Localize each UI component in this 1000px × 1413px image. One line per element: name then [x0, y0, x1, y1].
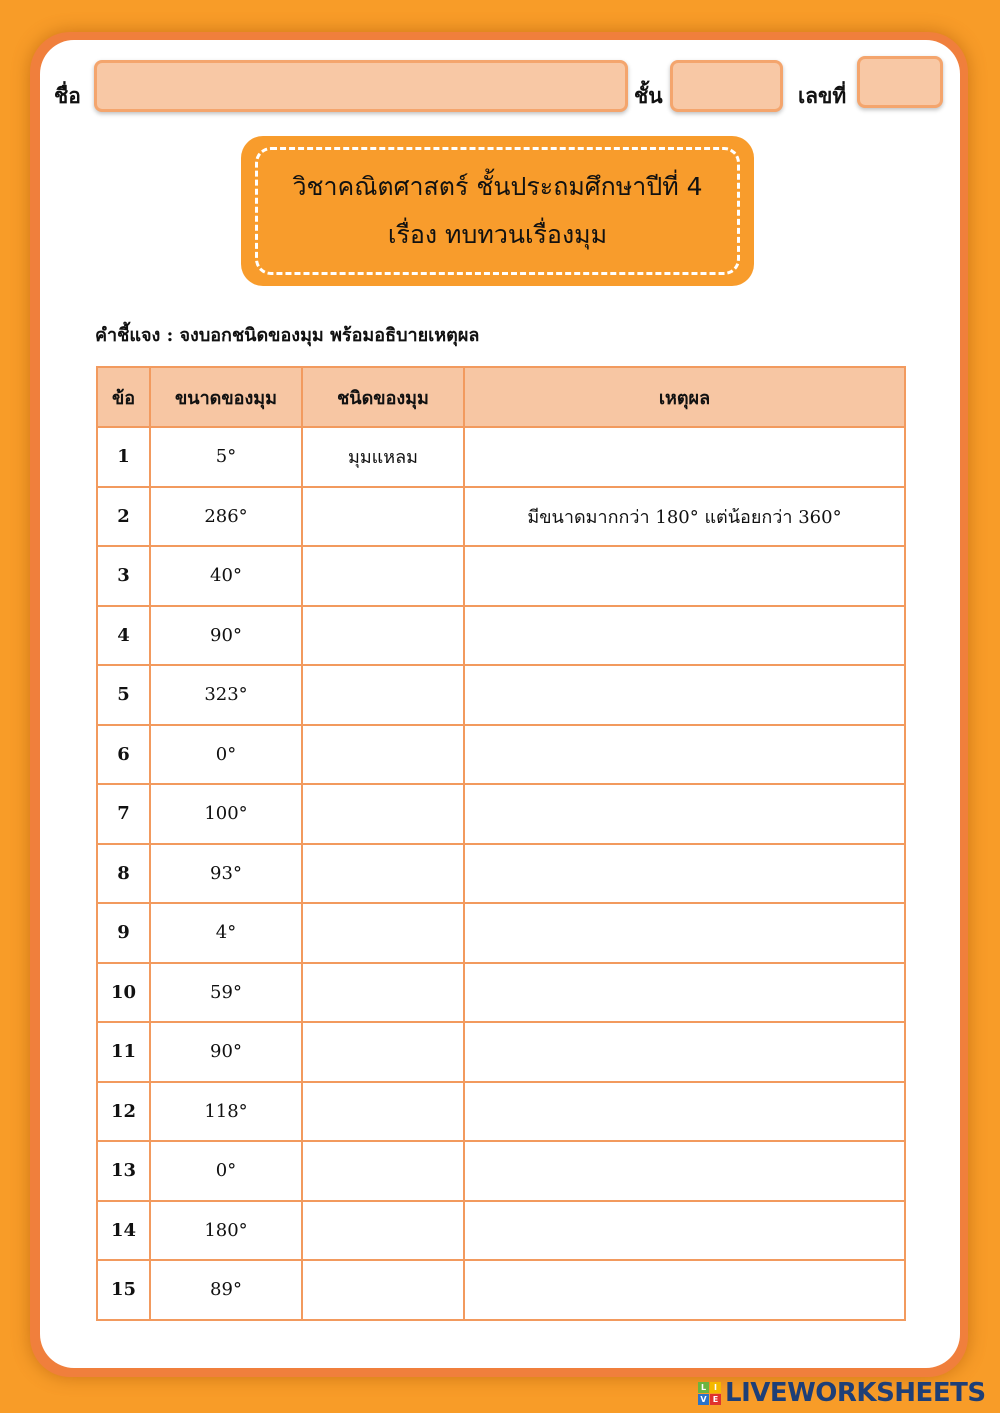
table-row [97, 1201, 905, 1261]
liveworksheets-logo [698, 1378, 986, 1408]
angle-size: 40° [150, 546, 302, 606]
name-label: ชื่อ [54, 84, 81, 108]
angle-type-cell[interactable] [302, 725, 464, 785]
reason-cell[interactable] [464, 1260, 905, 1320]
angle-size: 5° [150, 427, 302, 487]
row-number: 4 [97, 606, 150, 666]
title-line-1: วิชาคณิตศาสตร์ ชั้นประถมศึกษาปีที่ 4 [292, 172, 703, 201]
reason-cell[interactable] [464, 784, 905, 844]
row-number: 11 [97, 1022, 150, 1082]
angle-size: 100° [150, 784, 302, 844]
angle-size: 4° [150, 903, 302, 963]
table-row [97, 1082, 905, 1142]
angle-type-cell[interactable] [302, 903, 464, 963]
row-number: 5 [97, 665, 150, 725]
reason-cell[interactable]: มีขนาดมากกว่า 180° แต่น้อยกว่า 360° [464, 487, 905, 547]
table-row [97, 844, 905, 904]
angle-size: 118° [150, 1082, 302, 1142]
reason-cell[interactable] [464, 665, 905, 725]
row-number: 13 [97, 1141, 150, 1201]
row-number: 14 [97, 1201, 150, 1261]
row-number: 2 [97, 487, 150, 547]
angle-type-cell[interactable] [302, 1201, 464, 1261]
angle-size: 90° [150, 606, 302, 666]
row-number: 7 [97, 784, 150, 844]
logo-icon: L I V E [698, 1382, 721, 1405]
row-number: 10 [97, 963, 150, 1023]
angle-type-cell[interactable] [302, 546, 464, 606]
name-input[interactable] [94, 60, 628, 112]
header-no: ข้อ [97, 367, 150, 427]
angle-type-cell[interactable] [302, 963, 464, 1023]
table-row [97, 784, 905, 844]
reason-cell[interactable] [464, 427, 905, 487]
row-number: 9 [97, 903, 150, 963]
reason-cell[interactable] [464, 725, 905, 785]
angle-type-cell[interactable] [302, 784, 464, 844]
angle-size: 59° [150, 963, 302, 1023]
class-label: ชั้น [634, 84, 663, 108]
row-number: 3 [97, 546, 150, 606]
header-angle-type: ชนิดของมุม [302, 367, 464, 427]
header-reason: เหตุผล [464, 367, 905, 427]
table-row [97, 903, 905, 963]
angle-table [96, 366, 906, 1321]
reason-cell[interactable] [464, 1201, 905, 1261]
table-row [97, 1260, 905, 1320]
angle-size: 90° [150, 1022, 302, 1082]
table-row [97, 1141, 905, 1201]
table-row [97, 665, 905, 725]
angle-size: 323° [150, 665, 302, 725]
reason-cell[interactable] [464, 844, 905, 904]
angle-type-cell[interactable] [302, 606, 464, 666]
reason-cell[interactable] [464, 903, 905, 963]
angle-type-cell[interactable] [302, 1141, 464, 1201]
number-label: เลขที่ [798, 84, 847, 108]
angle-type-cell[interactable] [302, 1022, 464, 1082]
reason-cell[interactable] [464, 1141, 905, 1201]
row-number: 15 [97, 1260, 150, 1320]
title-line-2: เรื่อง ทบทวนเรื่องมุม [387, 220, 608, 249]
angle-size: 286° [150, 487, 302, 547]
table-row [97, 487, 905, 547]
reason-cell[interactable] [464, 1022, 905, 1082]
title-banner [241, 136, 754, 286]
table-row [97, 963, 905, 1023]
row-number: 1 [97, 427, 150, 487]
table-row [97, 725, 905, 785]
row-number: 12 [97, 1082, 150, 1142]
angle-size: 180° [150, 1201, 302, 1261]
class-input[interactable] [670, 60, 783, 112]
angle-size: 93° [150, 844, 302, 904]
angle-type-cell[interactable] [302, 1082, 464, 1142]
table-row [97, 546, 905, 606]
row-number: 8 [97, 844, 150, 904]
angle-type-cell[interactable] [302, 844, 464, 904]
table-row [97, 606, 905, 666]
angle-size: 0° [150, 1141, 302, 1201]
table-row [97, 1022, 905, 1082]
angle-size: 89° [150, 1260, 302, 1320]
angle-type-cell[interactable] [302, 1260, 464, 1320]
reason-cell[interactable] [464, 1082, 905, 1142]
reason-cell[interactable] [464, 963, 905, 1023]
logo-text: LIVEWORKSHEETS [725, 1378, 986, 1408]
angle-type-cell[interactable]: มุมแหลม [302, 427, 464, 487]
angle-type-cell[interactable] [302, 487, 464, 547]
reason-cell[interactable] [464, 546, 905, 606]
row-number: 6 [97, 725, 150, 785]
angle-type-cell[interactable] [302, 665, 464, 725]
header-angle-size: ขนาดของมุม [150, 367, 302, 427]
table-row [97, 427, 905, 487]
instruction-text: คำชี้แจง : จงบอกชนิดของมุม พร้อมอธิบายเหตุผล [95, 325, 480, 346]
number-input[interactable] [857, 56, 943, 108]
reason-cell[interactable] [464, 606, 905, 666]
angle-size: 0° [150, 725, 302, 785]
